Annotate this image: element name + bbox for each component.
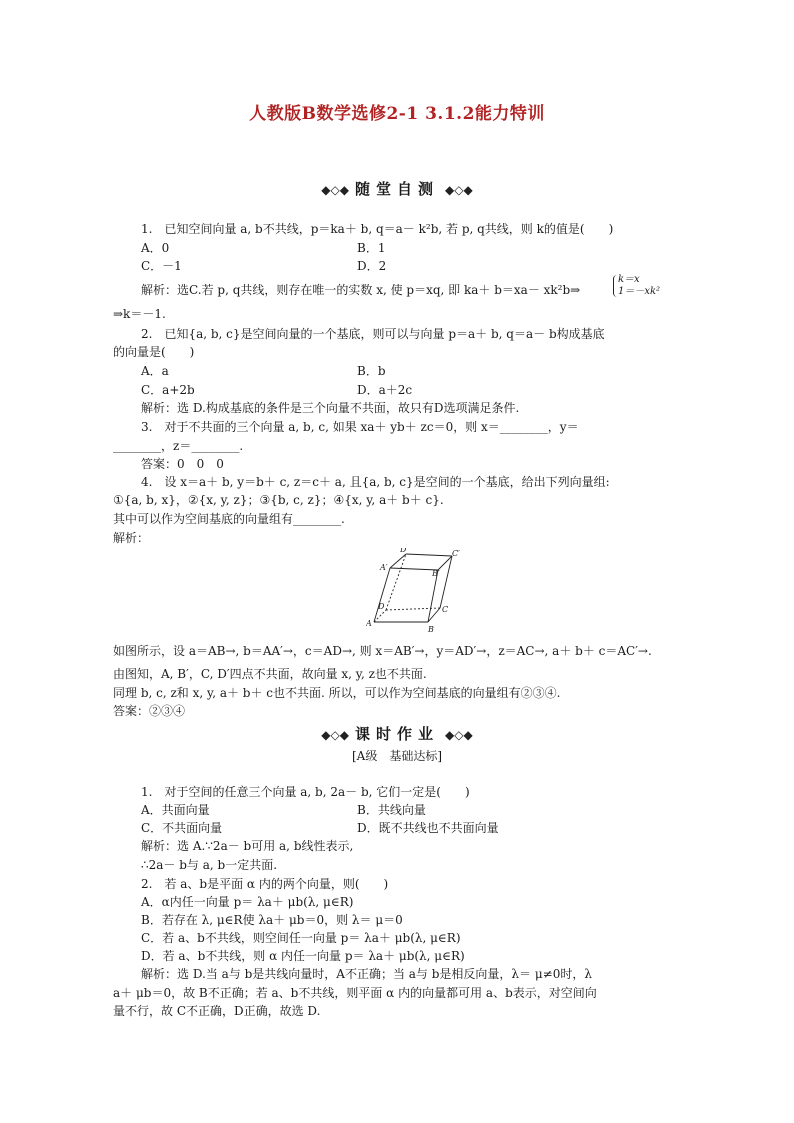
- option-a: A．α内任一向量 p＝ λa＋ μb(λ, μ∈R): [141, 895, 354, 909]
- option-d: D．若 a、b不共线，则 α 内任一向量 p＝ λa＋ μb(λ, μ∈R): [141, 949, 465, 963]
- answer-4: 答案：②③④: [113, 704, 186, 718]
- option-c: C．不共面向量: [141, 821, 223, 835]
- edge-a1b1: [390, 568, 438, 570]
- edge-aa1: [374, 568, 390, 622]
- vertex-label: A: [366, 619, 372, 628]
- homework-solution-1: 解析：选 A.∵2a－ b可用 a, b线性表示,: [141, 839, 354, 853]
- parallelepiped-figure: [366, 548, 466, 634]
- option-d: D．既不共线也不共面向量: [357, 821, 499, 835]
- solution-4: 如图所示，设 a＝AB→, b＝AA′→，c＝AD→, 则 x＝AB′→，y＝AD′→，z＝AC→, a＋ b＋ c＝AC′→.: [113, 644, 652, 658]
- homework-question-2: 2. 若 a、b是平面 α 内的两个向量，则( ): [141, 877, 389, 891]
- question-2-cont: 的向量是( ): [113, 345, 195, 359]
- solution-4-label: 解析：: [113, 531, 150, 545]
- question-4-cont: 其中可以作为空间基底的向量组有________.: [113, 512, 345, 526]
- homework-solution-2-cont: 量不行，故 C不正确，D正确，故选 D.: [113, 1004, 321, 1018]
- diamond-right-icon: ◆◇◆: [445, 728, 473, 742]
- option-b: B．1: [357, 241, 386, 255]
- vertex-label: D′: [400, 548, 409, 554]
- option-a: A．共面向量: [141, 803, 210, 817]
- question-4-cont: ①{a, b, x}，②{x, y, z}；③{b, c, z}；④{x, y, a＋ b＋ c}.: [113, 493, 444, 507]
- vertex-label: B′: [432, 569, 440, 578]
- option-d: D．a＋2c: [357, 383, 413, 397]
- option-a: A．0: [141, 241, 170, 255]
- edge-cc1: [440, 556, 452, 608]
- question-2: 2. 已知{a, b, c}是空间向量的一个基底，则可以与向量 p＝a＋ b, q＝a－ b构成基底: [141, 327, 605, 341]
- vertex-label: D: [378, 602, 385, 611]
- page-title: 人教版B数学选修2-1 3.1.2能力特训: [249, 104, 545, 124]
- question-4: 4. 设 x＝a＋ b, y＝b＋ c, z＝c＋ a, 且{a, b, c}是空间的一个基底，给出下列向量组:: [141, 475, 610, 489]
- vertex-label: A′: [380, 563, 388, 572]
- solution-2: 解析：选 D.构成基底的条件是三个向量不共面，故只有D选项满足条件.: [141, 401, 520, 415]
- option-c: C．a+2b: [141, 383, 195, 397]
- diamond-right-icon: ◆◇◆: [445, 183, 473, 197]
- level-label: [A级 基础达标]: [351, 749, 443, 763]
- section-banner-homework: [0, 723, 794, 744]
- option-b: B．共线向量: [357, 803, 426, 817]
- diamond-left-icon: ◆◇◆: [321, 183, 349, 197]
- edge-dc-hidden: [386, 608, 440, 610]
- case-line: k＝x: [618, 274, 640, 285]
- question-3: 3. 对于不共面的三个向量 a, b, c, 如果 xa＋ yb＋ zc＝0，则 x＝________，y＝: [141, 420, 579, 434]
- option-c: C．若 a、b不共线，则空间任一向量 p＝ λa＋ μb(λ, μ∈R): [141, 931, 461, 945]
- answer-3: 答案：0 0 0: [141, 457, 224, 471]
- option-d: D．2: [357, 259, 387, 273]
- question-1: 1. 已知空间向量 a, b不共线，p＝ka＋ b, q＝a－ k²b, 若 p, q共线，则 k的值是( ): [141, 222, 614, 236]
- vertex-label: C: [442, 605, 449, 614]
- solution-4-cont: 同理 b, c, z和 x, y, a＋ b＋ c也不共面. 所以，可以作为空间基底的向量组有②③④.: [113, 686, 561, 700]
- section-banner-practice: [0, 178, 794, 199]
- edge-d1c1: [406, 554, 452, 556]
- option-b: B．若存在 λ, μ∈R使 λa＋ μb＝0，则 λ＝ μ＝0: [141, 913, 403, 927]
- section-title: 随堂自测: [354, 180, 439, 198]
- homework-solution-1-cont: ∴2a－ b与 a, b一定共面.: [141, 858, 278, 872]
- homework-question-1: 1. 对于空间的任意三个向量 a, b, 2a－ b, 它们一定是( ): [141, 785, 470, 799]
- solution-1: 解析：选C.若 p, q共线，则存在唯一的实数 x, 使 p＝xq, 即 ka＋ b＝xa－ xk²b⇒: [141, 283, 581, 297]
- vertex-label: B: [428, 625, 434, 634]
- case-line: 1＝－xk²: [618, 286, 661, 297]
- edge-b1c1: [438, 556, 452, 570]
- option-c: C．－1: [141, 259, 182, 273]
- option-a: A．a: [141, 364, 169, 378]
- case-system: [618, 274, 660, 298]
- section-title: 课时作业: [354, 725, 439, 743]
- homework-solution-2-cont: a＋ μb＝0，故 B不正确；若 a、b不共线，则平面 α 内的向量都可用 a、b表示，对空间向: [113, 986, 597, 1000]
- option-b: B．b: [357, 364, 386, 378]
- diamond-left-icon: ◆◇◆: [321, 728, 349, 742]
- solution-1-cont: ⇒k＝－1.: [113, 307, 166, 321]
- solution-4-cont: 由图知，A, B′，C, D′四点不共面，故向量 x, y, z也不共面.: [113, 667, 427, 681]
- homework-solution-2: 解析：选 D.当 a与 b是共线向量时，A不正确；当 a与 b是相反向量，λ＝ μ≠0时，λ: [141, 967, 592, 981]
- question-3-cont: ________，z＝________.: [113, 439, 244, 453]
- vertex-label: C′: [452, 549, 460, 558]
